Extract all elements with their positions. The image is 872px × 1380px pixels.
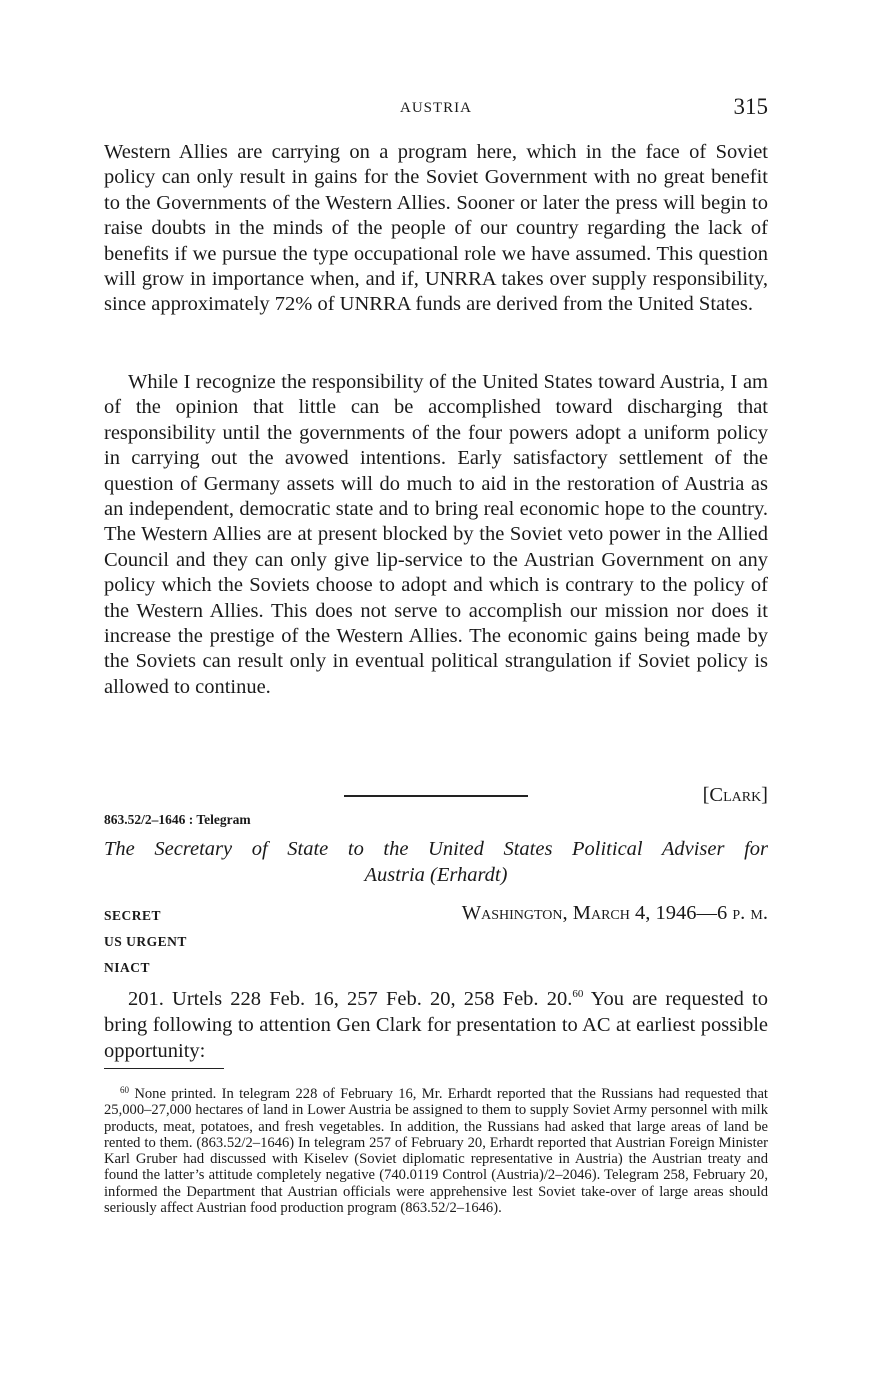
classification-urgent: US URGENT — [104, 934, 187, 949]
paragraph-rest: You are requested to bring following to attention Gen Clark for presentation to AC at earliest possible opportunity: — [104, 988, 768, 1062]
paragraph-text: While I recognize the responsibility of the United States toward Austria, I am of the opinion that little can be accomplished toward discharging that responsibility until the governments of the four powers adopt a uniform policy in carrying out the avowed intentions. Early satisfactory settlement of the question of Germany assets will do much to aid in the restoration of Austria as an independent, democratic state and to bring real economic hope to the country. The Western Allies are at present blocked by the Soviet veto power in the Allied Council and they can only give lip-service to the Austrian Government on any policy which the Soviets choose to adopt and which is contrary to the policy of the Western Allies. This does not serve to accomplish our mission nor does it increase the prestige of the Western Allies. The economic gains being made by the Soviets can result only in eventual political strangulation if Soviet policy is allowed to continue. — [104, 371, 768, 698]
heading-line: Austria (Erhardt) — [364, 864, 508, 886]
heading-line: The Secretary of State to the United States Political Adviser for — [104, 838, 768, 860]
section-divider — [344, 795, 528, 797]
classification-niact: NIACT — [104, 960, 151, 975]
signature: [Clark] — [702, 784, 768, 806]
telegram-paragraph — [104, 986, 768, 1064]
paragraph-text — [104, 986, 768, 1064]
footnote-text: None printed. In telegram 228 of February 16, Mr. Erhardt reported that the Russians had requested that 25,000–27,000 hectares of land in Lower Austria be assigned to them to supply Soviet Army personnel with milk products, meat, potatoes, and fresh vegetables. In addition, the Russians had asked that large areas of land be rented to them. (863.52/2–1646) In telegram 257 of February 20, Erhardt reported that Austrian Foreign Minister Karl Gruber had discussed with Kiselev (Soviet diplomatic representative in Austria) the Austrian treaty and found the latter’s attitude completely negative (740.0119 Control (Austria)/2–2046). Telegram 258, February 20, informed the Department that Austrian officials were apprehensive lest Soviet take-over of large areas should seriously affect Austrian food production program (863.52/2–1646). — [104, 1086, 768, 1217]
document-heading — [104, 836, 768, 888]
footnote-rule — [104, 1068, 224, 1069]
paragraph-text: Western Allies are carrying on a program here, which in the face of Soviet policy can only result in gains for the Soviet Government with no great benefit to the Governments of the Western Allies. Sooner or later the press will begin to raise doubts in the minds of the people of our country regarding the lack of benefits if we pursue the type occupational role we have assumed. This question will grow in importance when, and if, UNRRA takes over supply responsibility, since approximately 72% of UNRRA funds are derived from the United States. — [104, 141, 768, 316]
document-reference: 863.52/2–1646 : Telegram — [104, 812, 251, 827]
paragraph-lead: 201. Urtels 228 Feb. 16, 257 Feb. 20, 258 Feb. 20. — [128, 988, 573, 1010]
running-head — [104, 94, 768, 124]
footnote-reference[interactable]: 60 — [572, 988, 584, 1000]
footnote-marker: 60 — [120, 1085, 129, 1095]
footnote — [104, 1082, 768, 1216]
body-paragraph-continued — [104, 140, 768, 318]
running-title: AUSTRIA — [399, 100, 472, 116]
classification-secret: SECRET — [104, 908, 162, 923]
page-number: 315 — [733, 94, 768, 119]
dateline: Washington, March 4, 1946—6 p. m. — [461, 902, 768, 924]
body-paragraph — [104, 370, 768, 700]
